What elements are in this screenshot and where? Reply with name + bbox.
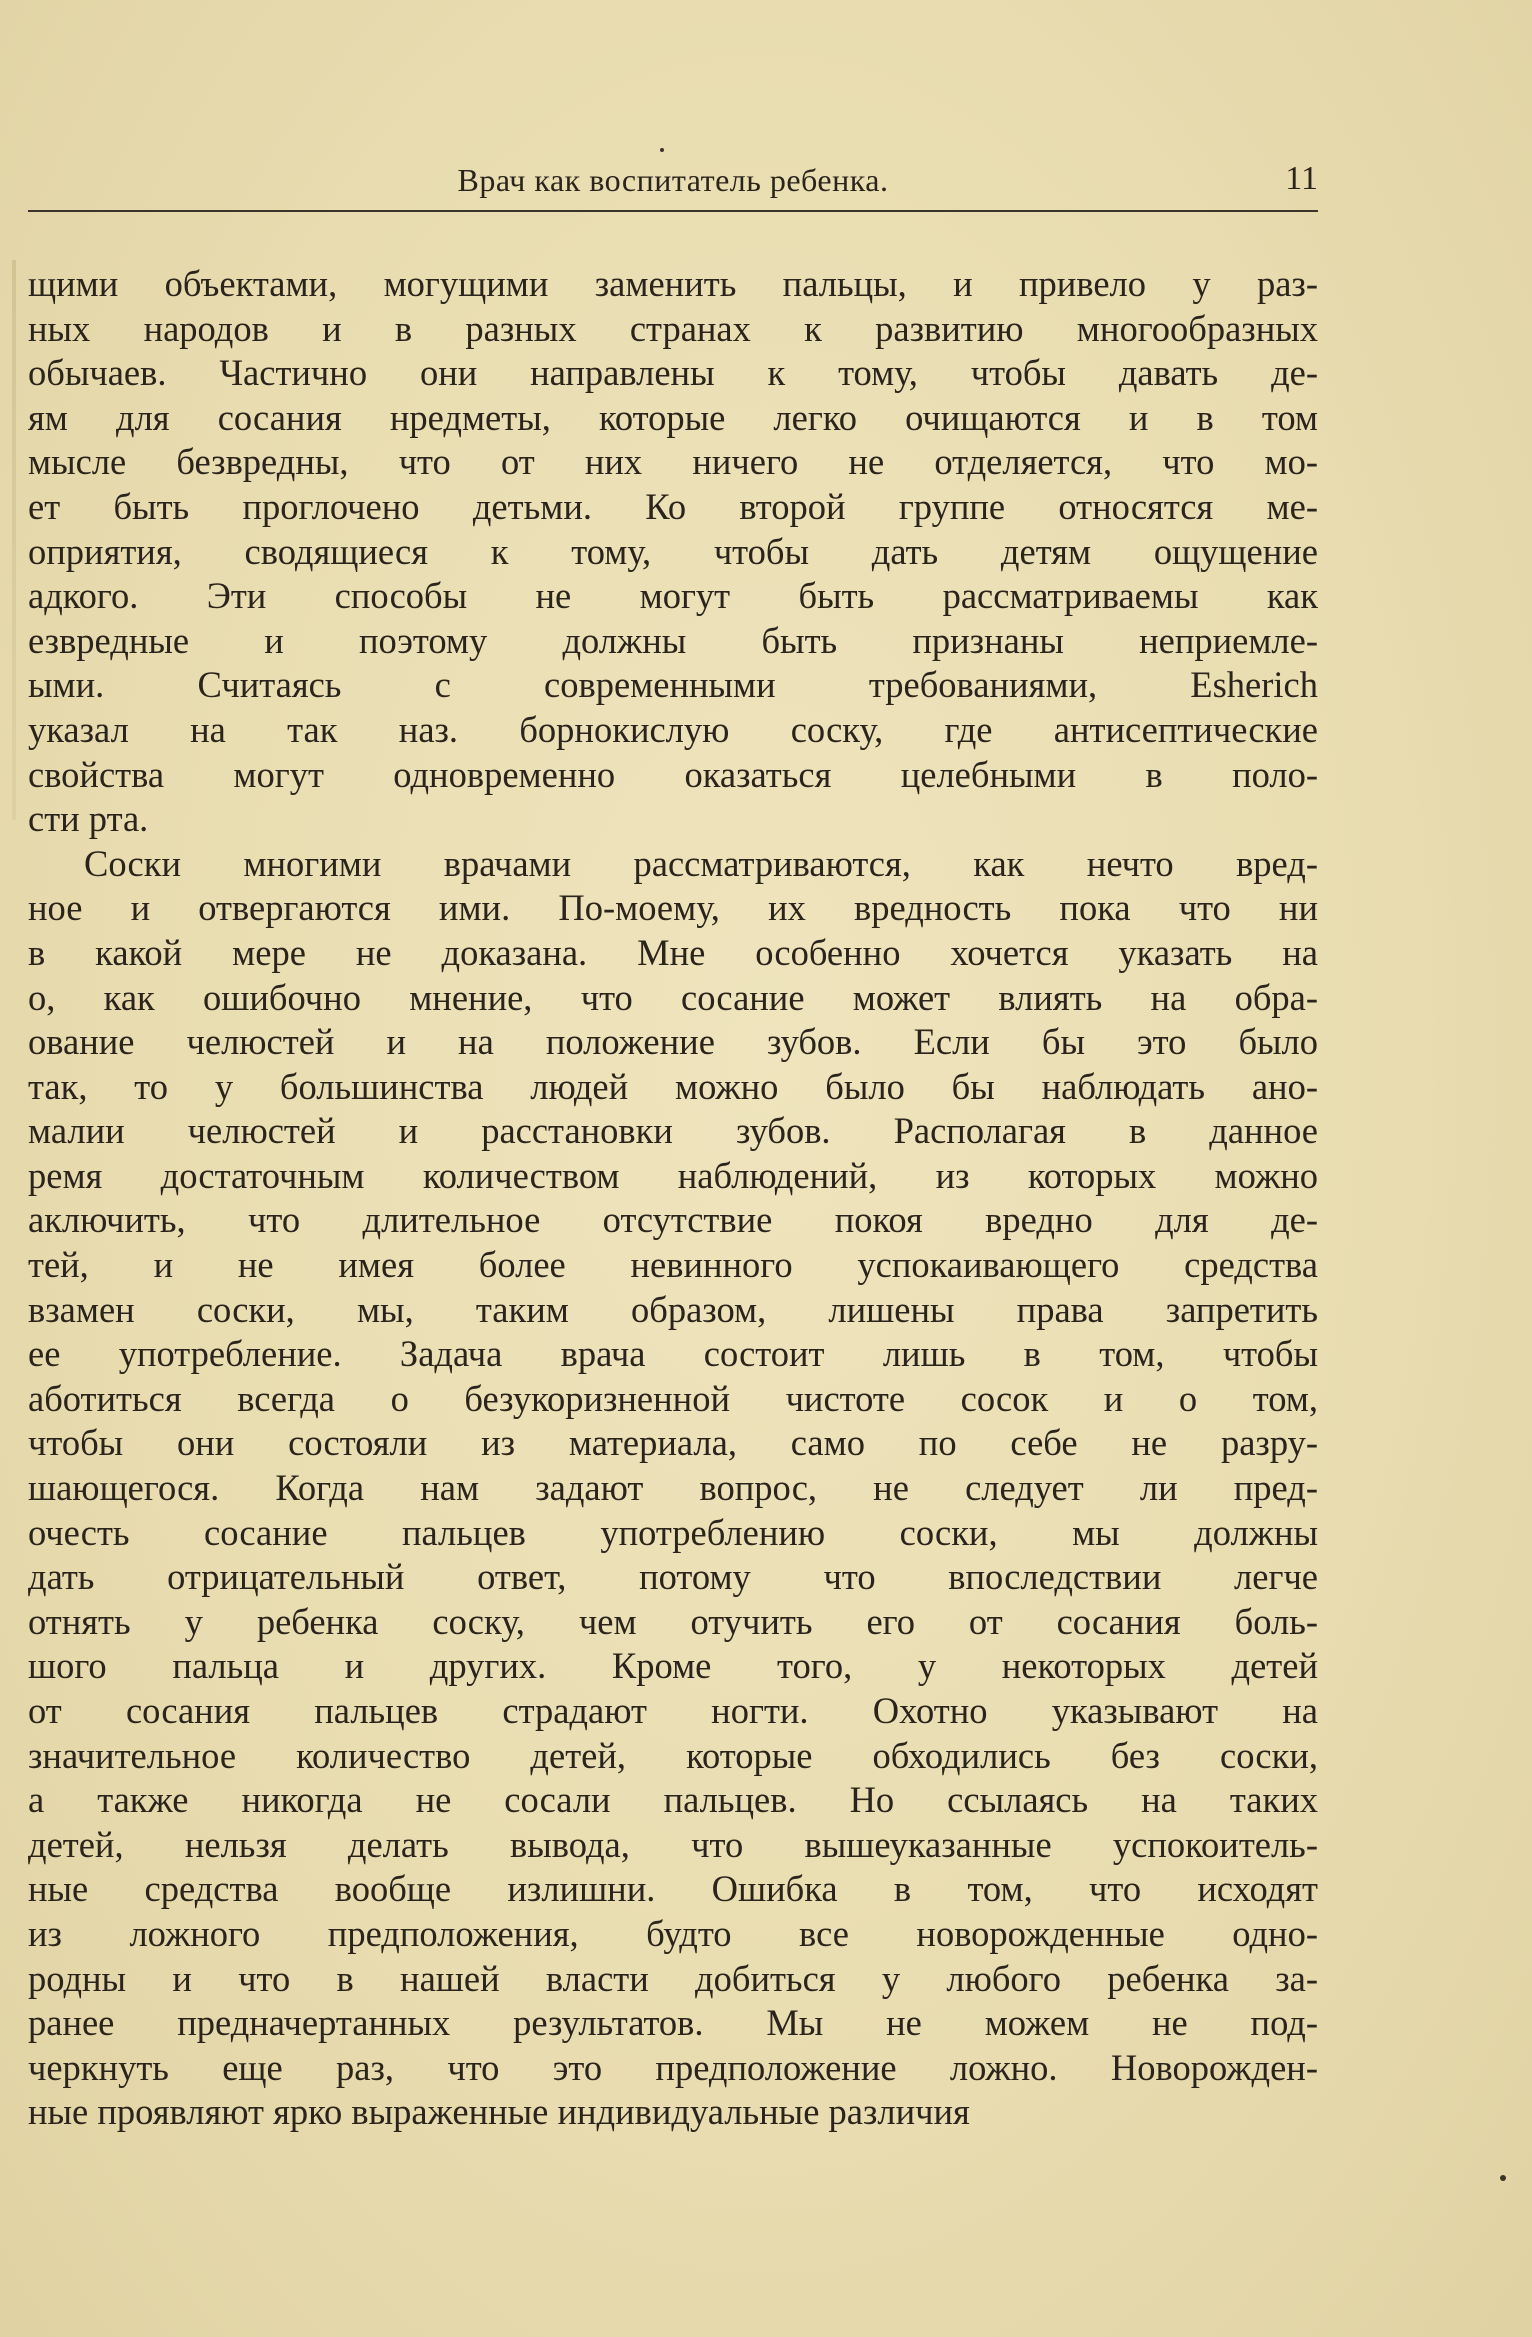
text-line: родны и что в нашей власти добиться у любого ребенка за- bbox=[28, 1957, 1318, 1999]
text-line: ыми. Считаясь с современными требованиями, Esherich bbox=[28, 664, 1318, 706]
text-line: ных народов и в разных странах к развитию многообразных bbox=[28, 307, 1318, 349]
page-number: 11 bbox=[1285, 160, 1318, 197]
text-line: сти рта. bbox=[28, 798, 149, 840]
text-line: ные средства вообще излишни. Ошибка в том, что исходят bbox=[28, 1868, 1318, 1910]
text-line: ные проявляют ярко выраженные индивидуальные различия bbox=[28, 2091, 970, 2133]
paragraph bbox=[28, 262, 1318, 842]
text-line: адкого. Эти способы не могут быть рассматриваемы как bbox=[28, 575, 1318, 617]
text-line: щими объектами, могущими заменить пальцы, и привело у раз- bbox=[28, 263, 1318, 304]
text-line: аключить, что длительное отсутствие покоя вредно для де- bbox=[28, 1199, 1318, 1241]
text-line: оприятия, сводящиеся к тому, чтобы дать детям ощущение bbox=[28, 530, 1318, 572]
text-line: отнять у ребенка соску, чем отучить его от сосания боль- bbox=[28, 1600, 1318, 1642]
text-line: тей, и не имея более невинного успокаивающего средства bbox=[28, 1244, 1318, 1286]
page-header bbox=[28, 150, 1318, 210]
text-line: ет быть проглочено детьми. Ко второй группе относятся ме- bbox=[28, 485, 1318, 527]
page-margin-stain bbox=[12, 260, 16, 820]
text-line: черкнуть еще раз, что это предположение ложно. Новорожден- bbox=[28, 2046, 1318, 2088]
text-line: езвредные и поэтому должны быть признаны неприемле- bbox=[28, 619, 1318, 661]
text-line: значительное количество детей, которые обходились без соски, bbox=[28, 1734, 1318, 1776]
text-line: от сосания пальцев страдают ногти. Охотно указывают на bbox=[28, 1690, 1318, 1731]
ink-speck bbox=[660, 148, 664, 152]
text-line: мысле безвредны, что от них ничего не отделяется, что мо- bbox=[28, 441, 1318, 483]
text-line: взамен соски, мы, таким образом, лишены права запретить bbox=[28, 1288, 1318, 1330]
text-line: обычаев. Частично они направлены к тому, чтобы давать де- bbox=[28, 352, 1318, 394]
text-line: в какой мере не доказана. Мне особенно хочется указать на bbox=[28, 931, 1318, 973]
header-rule bbox=[28, 210, 1318, 212]
body-text bbox=[28, 262, 1318, 2135]
text-line: дать отрицательный ответ, потому что впоследствии легче bbox=[28, 1556, 1318, 1598]
text-line: ям для сосания нредметы, которые легко очищаются и в том bbox=[28, 396, 1318, 438]
text-line: ремя достаточным количеством наблюдений, из которых можно bbox=[28, 1154, 1318, 1196]
text-line: чтобы они состояли из материала, само по себе не разру- bbox=[28, 1422, 1318, 1464]
text-line: а также никогда не сосали пальцев. Но ссылаясь на таких bbox=[28, 1779, 1318, 1821]
text-line: детей, нельзя делать вывода, что вышеуказанные успокоитель- bbox=[28, 1823, 1318, 1865]
paragraph bbox=[28, 842, 1318, 2135]
text-line: из ложного предположения, будто все новорожденные одно- bbox=[28, 1912, 1318, 1954]
running-title: Врач как воспитатель ребенка. bbox=[457, 162, 889, 198]
text-line: свойства могут одновременно оказаться целебными в поло- bbox=[28, 753, 1318, 795]
text-line: так, то у большинства людей можно было бы наблюдать ано- bbox=[28, 1065, 1318, 1107]
ink-speck bbox=[1500, 2175, 1506, 2181]
text-line: о, как ошибочно мнение, что сосание может влиять на обра- bbox=[28, 976, 1318, 1018]
text-line: указал на так наз. борнокислую соску, где антисептические bbox=[28, 708, 1318, 750]
text-line: Соски многими врачами рассматриваются, как нечто вред- bbox=[84, 842, 1318, 884]
text-line: ное и отвергаются ими. По-моему, их вредность пока что ни bbox=[28, 887, 1318, 929]
text-line: малии челюстей и расстановки зубов. Располагая в данное bbox=[28, 1110, 1318, 1152]
text-line: шающегося. Когда нам задают вопрос, не следует ли пред- bbox=[28, 1467, 1318, 1509]
text-line: аботиться всегда о безукоризненной чистоте сосок и о том, bbox=[28, 1377, 1318, 1419]
text-line: ее употребление. Задача врача состоит лишь в том, чтобы bbox=[28, 1333, 1318, 1375]
text-line: шого пальца и других. Кроме того, у некоторых детей bbox=[28, 1645, 1318, 1687]
text-line: ранее предначертанных результатов. Мы не можем не под- bbox=[28, 2002, 1318, 2044]
text-line: очесть сосание пальцев употреблению соски, мы должны bbox=[28, 1511, 1318, 1553]
text-line: ование челюстей и на положение зубов. Если бы это было bbox=[28, 1021, 1318, 1063]
